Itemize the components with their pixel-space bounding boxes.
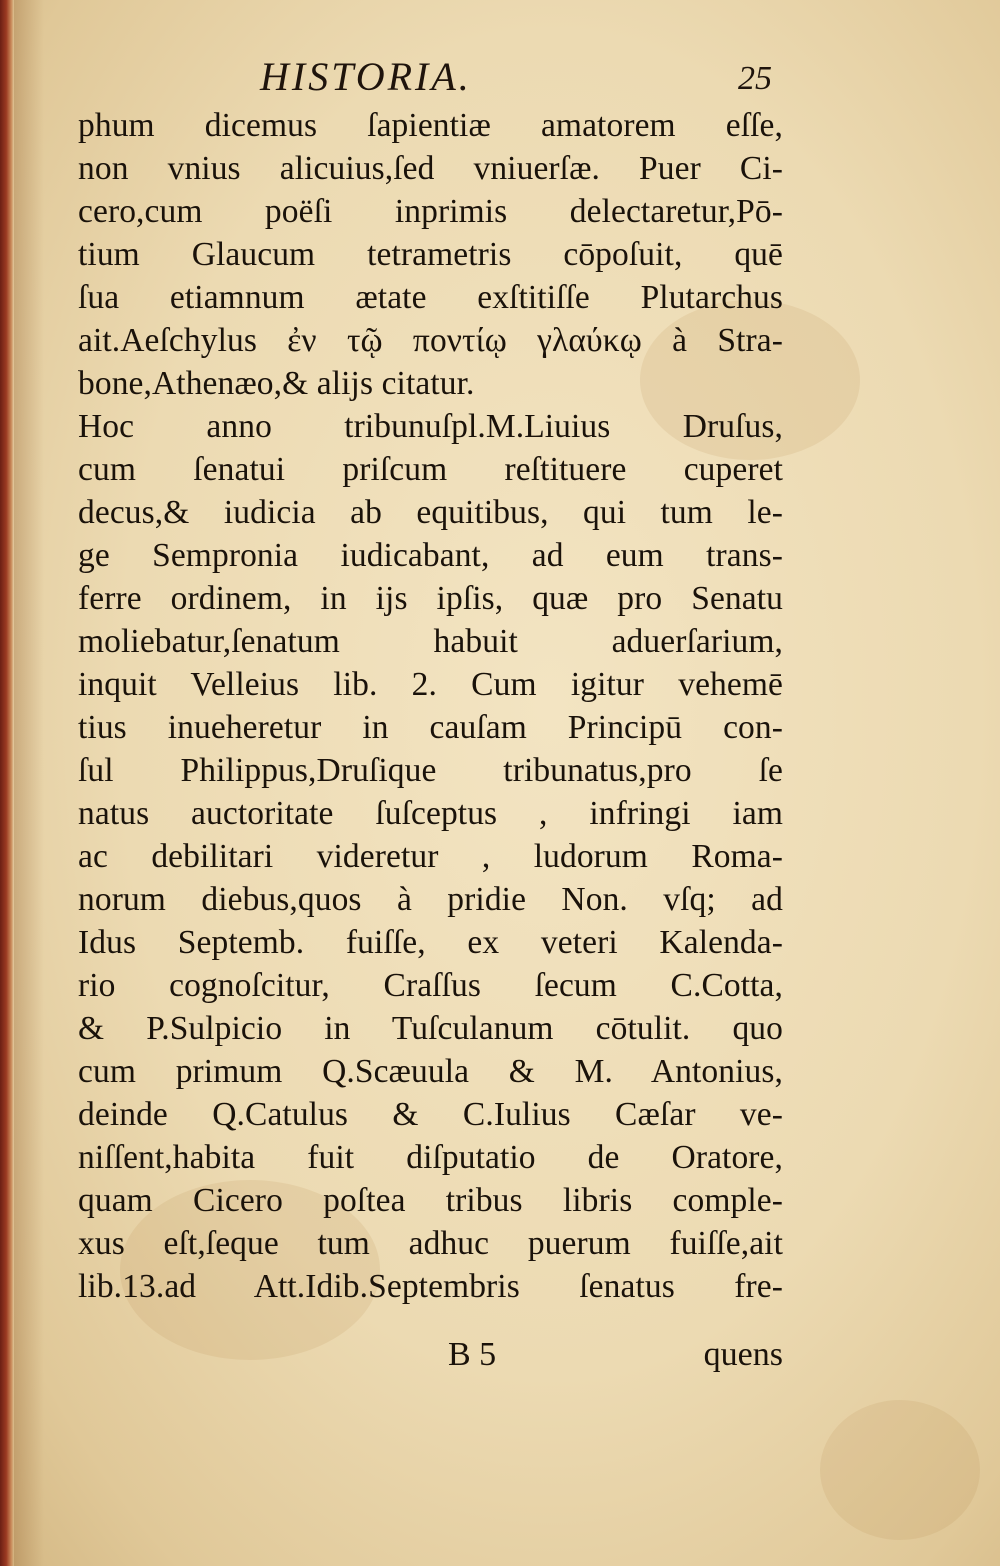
text-line: ac debilitari videretur , ludorum Roma- <box>78 838 783 875</box>
text-line: ſua etiamnum ætate exſtitiſſe Plutarchus <box>78 279 783 316</box>
text-line: quam Cicero poſtea tribus libris comple- <box>78 1182 783 1219</box>
text-line: phum dicemus ſapientiæ amatorem eſſe, <box>78 107 783 144</box>
binding-gutter <box>0 0 14 1566</box>
text-line: bone,Athenæo,& alijs citatur. <box>78 365 475 402</box>
text-line: Hoc anno tribunuſpl.M.Liuius Druſus, <box>78 408 783 445</box>
text-line: deinde Q.Catulus & C.Iulius Cæſar ve- <box>78 1096 783 1133</box>
paper-stain <box>820 1400 980 1540</box>
text-line: & P.Sulpicio in Tuſculanum cōtulit. quo <box>78 1010 783 1047</box>
text-line: cum primum Q.Scæuula & M. Antonius, <box>78 1053 783 1090</box>
text-line: xus eſt,ſeque tum adhuc puerum fuiſſe,ait <box>78 1225 783 1262</box>
text-line: decus,& iudicia ab equitibus, qui tum le- <box>78 494 783 531</box>
text-line: tium Glaucum tetrametris cōpoſuit, quē <box>78 236 783 273</box>
text-line: lib.13.ad Att.Idib.Septembris ſenatus fre- <box>78 1268 783 1305</box>
body-text <box>78 104 783 1308</box>
page-header <box>80 52 780 102</box>
text-line: natus auctoritate ſuſceptus , infringi iam <box>78 795 783 832</box>
text-line: cero,cum poëſi inprimis delectaretur,Pō- <box>78 193 783 230</box>
running-title: HISTORIA. <box>260 54 472 99</box>
text-line: ait.Aeſchylus ἐν τῷ ποντίῳ γλαύκῳ à Stra- <box>78 322 783 359</box>
text-line: ſul Philippus,Druſique tribunatus,pro ſe <box>78 752 783 789</box>
text-line: Idus Septemb. fuiſſe, ex veteri Kalenda- <box>78 924 783 961</box>
text-line: rio cognoſcitur, Craſſus ſecum C.Cotta, <box>78 967 783 1004</box>
text-line: inquit Velleius lib. 2. Cum igitur vehemē <box>78 666 783 703</box>
text-line: non vnius alicuius,ſed vniuerſæ. Puer Ci- <box>78 150 783 187</box>
text-line: tius inueheretur in cauſam Principū con- <box>78 709 783 746</box>
text-line: moliebatur,ſenatum habuit aduerſarium, <box>78 623 783 660</box>
gutter-shadow <box>14 0 44 1566</box>
text-line: ge Sempronia iudicabant, ad eum trans- <box>78 537 783 574</box>
catchword: quens <box>703 1336 783 1373</box>
page-footer <box>78 1330 783 1380</box>
text-line: norum diebus,quos à pridie Non. vſq; ad <box>78 881 783 918</box>
text-line: cum ſenatui priſcum reſtituere cuperet <box>78 451 783 488</box>
text-line: ferre ordinem, in ijs ipſis, quæ pro Senatu <box>78 580 783 617</box>
signature-mark: B 5 <box>448 1336 497 1373</box>
text-line: niſſent,habita fuit diſputatio de Oratore, <box>78 1139 783 1176</box>
page-number: 25 <box>738 60 772 97</box>
